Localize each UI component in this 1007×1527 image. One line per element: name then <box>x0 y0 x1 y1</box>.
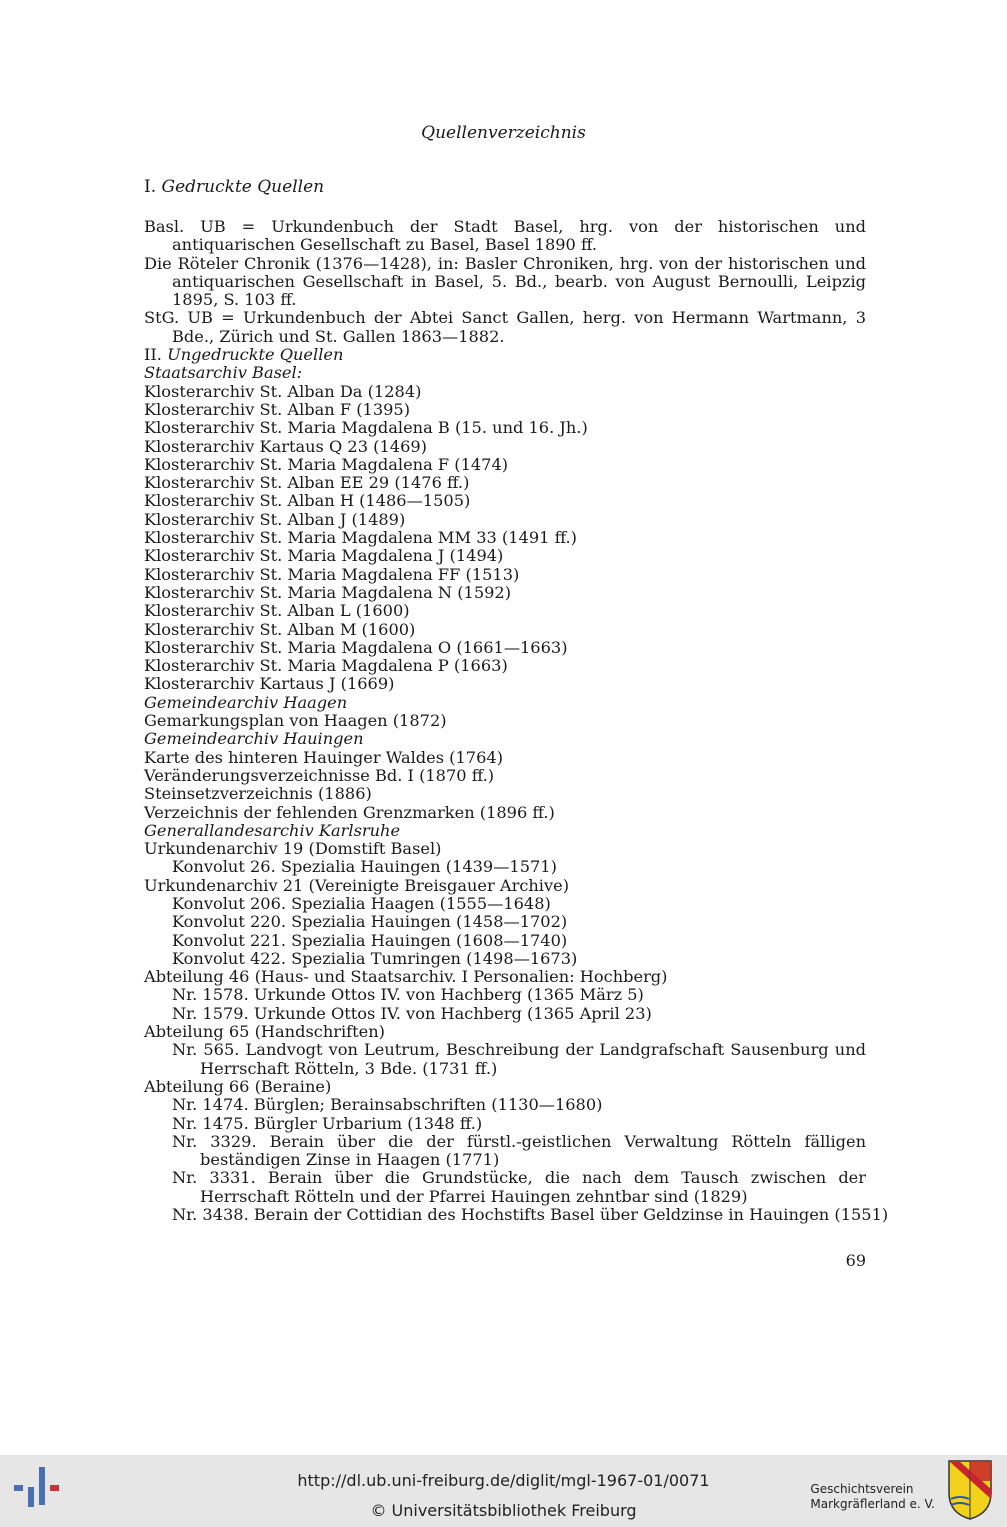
archive-subitem: Nr. 3331. Berain über die Grundstücke, die nach dem Tausch zwischen der Herrschaft Rötteln und der Pfarrei Hauingen zehntbar sind (1829) <box>172 1168 866 1206</box>
archive-item: Klosterarchiv St. Alban M (1600) <box>144 619 416 639</box>
archive-item: Klosterarchiv Kartaus J (1669) <box>144 674 395 694</box>
archive-heading: Gemeindearchiv Hauingen <box>144 729 364 749</box>
archive-item: Veränderungsverzeichnisse Bd. I (1870 ff.) <box>144 765 495 785</box>
section-title-text: Gedruckte Quellen <box>161 177 325 197</box>
archive-group-label: Urkundenarchiv 19 (Domstift Basel) <box>144 839 442 859</box>
archive-item: Klosterarchiv St. Alban Da (1284) <box>144 381 422 401</box>
archive-item: Klosterarchiv St. Maria Magdalena O (1661—1663) <box>144 637 568 657</box>
archive-item: Klosterarchiv St. Maria Magdalena N (1592) <box>144 582 512 602</box>
archive-item: Gemarkungsplan von Haagen (1872) <box>144 711 447 731</box>
archive-item: Klosterarchiv St. Alban F (1395) <box>144 399 411 419</box>
archive-item: Steinsetzverzeichnis (1886) <box>144 784 372 804</box>
footer-copyright: © Universitätsbibliothek Freiburg <box>370 1501 637 1520</box>
page-heading: Quellenverzeichnis <box>421 123 586 143</box>
footer-org-line2: Markgräflerland e. V. <box>810 1497 935 1511</box>
section-title-text: Ungedruckte Quellen <box>167 345 344 365</box>
archive-subitem: Konvolut 26. Spezialia Hauingen (1439—1571) <box>172 857 557 877</box>
printed-entry: StG. UB = Urkundenbuch der Abtei Sanct Gallen, herg. von Hermann Wartmann, 3 Bde., Zürich und St. Gallen 1863—1882. <box>144 308 866 346</box>
archive-item: Verzeichnis der fehlenden Grenzmarken (1896 ff.) <box>144 802 555 822</box>
archive-group-label: Abteilung 65 (Handschriften) <box>144 1022 385 1042</box>
footer-bar <box>0 1455 1007 1527</box>
archive-item: Klosterarchiv St. Maria Magdalena MM 33 (1491 ff.) <box>144 528 577 548</box>
archive-item: Klosterarchiv St. Maria Magdalena FF (1513) <box>144 564 520 584</box>
page-number: 69 <box>845 1251 866 1270</box>
archive-item: Klosterarchiv St. Maria Magdalena P (1663) <box>144 656 508 676</box>
archive-subitem: Konvolut 220. Spezialia Hauingen (1458—1702) <box>172 912 568 932</box>
archive-heading: Generallandesarchiv Karlsruhe <box>144 820 401 840</box>
section-numeral: II. <box>144 345 162 365</box>
archive-group-label: Urkundenarchiv 21 (Vereinigte Breisgauer Archive) <box>144 875 570 895</box>
archive-subitem: Nr. 1579. Urkunde Ottos IV. von Hachberg (1365 April 23) <box>172 1003 652 1023</box>
archive-item: Klosterarchiv St. Maria Magdalena B (15. und 16. Jh.) <box>144 418 588 438</box>
footer-org-line1: Geschichtsverein <box>810 1482 914 1496</box>
archive-subitem: Konvolut 221. Spezialia Hauingen (1608—1740) <box>172 930 568 950</box>
archive-item: Klosterarchiv St. Maria Magdalena J (1494) <box>144 546 504 566</box>
archive-subitem: Nr. 3329. Berain über die der fürstl.-geistlichen Verwaltung Rötteln fälligen beständigen Zinse in Haagen (1771) <box>172 1131 866 1170</box>
archive-subitem: Nr. 3438. Berain der Cottidian des Hochstifts Basel über Geldzinse in Hauingen (1551) <box>172 1205 889 1225</box>
archive-item: Klosterarchiv St. Alban H (1486—1505) <box>144 491 471 511</box>
section-title-unprinted <box>144 346 866 364</box>
printed-entry: Basl. UB = Urkundenbuch der Stadt Basel, hrg. von der historischen und antiquarischen Gesellschaft zu Basel, Basel 1890 ff. <box>144 217 866 255</box>
archive-item: Klosterarchiv St. Alban EE 29 (1476 ff.) <box>144 473 470 493</box>
archive-subitem: Nr. 1578. Urkunde Ottos IV. von Hachberg (1365 März 5) <box>172 985 644 1005</box>
section-title-printed <box>144 177 324 197</box>
section-numeral: I. <box>144 177 157 197</box>
archive-subitem: Nr. 565. Landvogt von Leutrum, Beschreibung der Landgrafschaft Sausenburg und Herrschaft Rötteln, 3 Bde. (1731 ff.) <box>172 1040 866 1078</box>
archive-item: Klosterarchiv St. Maria Magdalena F (1474) <box>144 454 509 474</box>
footer-url[interactable]: http://dl.ub.uni-freiburg.de/diglit/mgl-1967-01/0071 <box>297 1471 710 1490</box>
archive-item: Karte des hinteren Hauinger Waldes (1764) <box>144 747 504 767</box>
archive-heading: Gemeindearchiv Haagen <box>144 692 348 712</box>
archive-item: Klosterarchiv Kartaus Q 23 (1469) <box>144 436 427 456</box>
archive-heading: Staatsarchiv Basel: <box>144 363 303 383</box>
archive-subitem: Nr. 1474. Bürglen; Berainsabschriften (1130—1680) <box>172 1095 603 1115</box>
archive-subitem: Nr. 1475. Bürgler Urbarium (1348 ff.) <box>172 1113 483 1133</box>
archive-item: Klosterarchiv St. Alban J (1489) <box>144 509 406 529</box>
archive-subitem: Konvolut 422. Spezialia Tumringen (1498—1673) <box>172 948 578 968</box>
source-list <box>144 217 889 1225</box>
archive-group-label: Abteilung 46 (Haus- und Staatsarchiv. I Personalien: Hochberg) <box>144 967 668 987</box>
crest-icon <box>947 1459 993 1521</box>
archive-group-label: Abteilung 66 (Beraine) <box>144 1076 332 1096</box>
archive-item: Klosterarchiv St. Alban L (1600) <box>144 601 410 621</box>
archive-subitem: Konvolut 206. Spezialia Haagen (1555—1648) <box>172 893 551 913</box>
printed-entry: Die Röteler Chronik (1376—1428), in: Basler Chroniken, hrg. von der historischen und antiquarischen Gesellschaft in Basel, 5. Bd., bearb. von August Bernoulli, Leipzig 1895, S. 103 ff. <box>144 253 866 310</box>
footer-org <box>810 1482 935 1512</box>
